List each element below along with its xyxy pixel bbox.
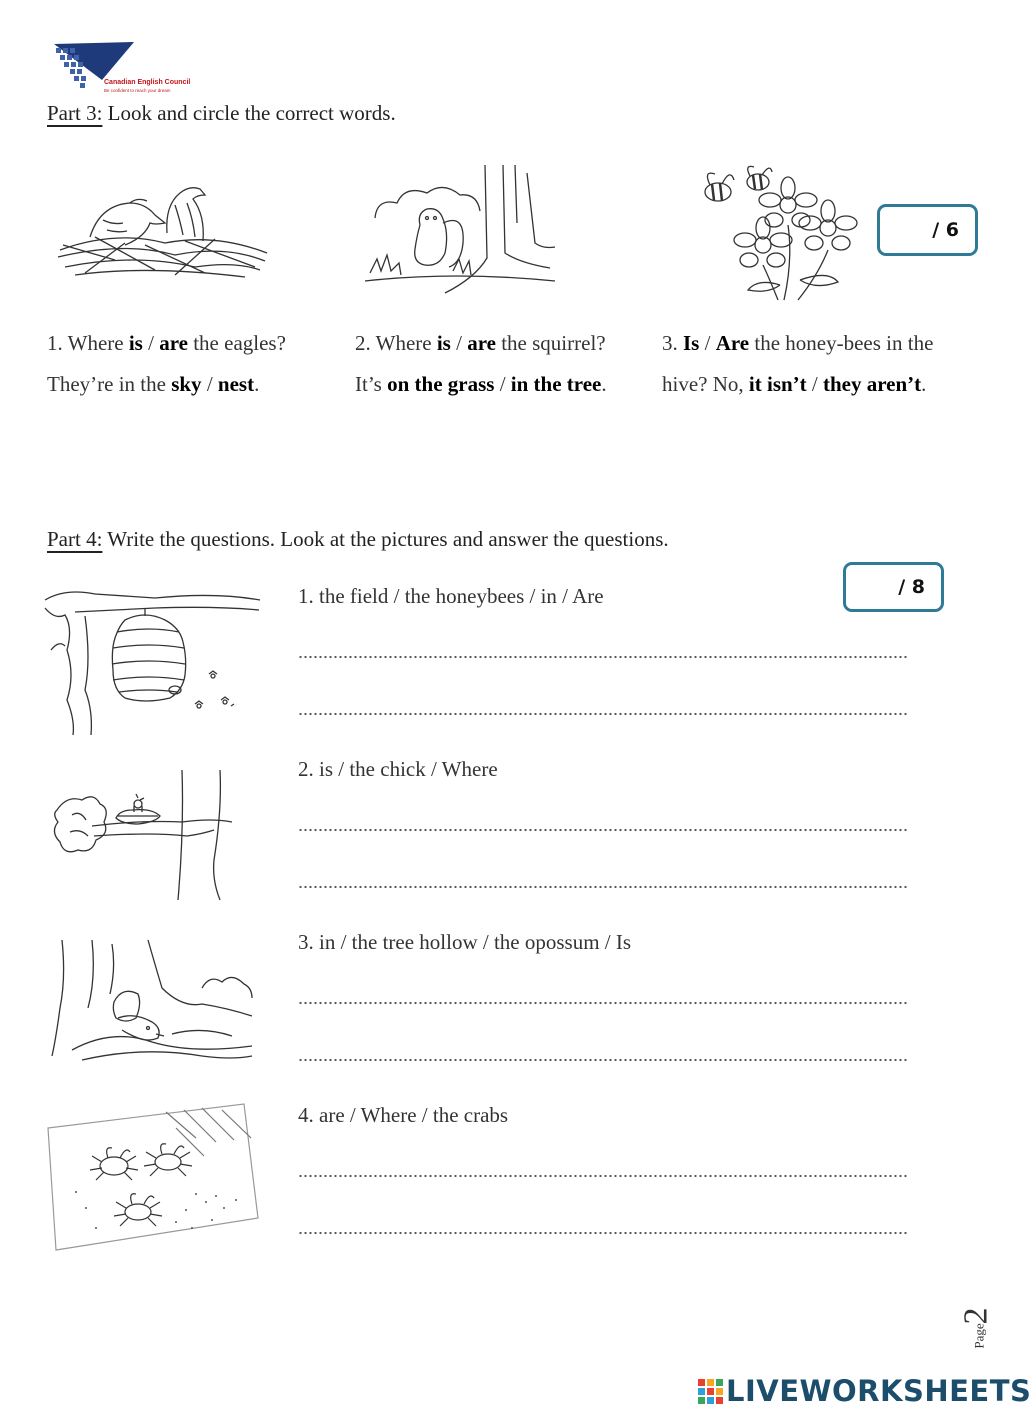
q1-number: 1. (47, 331, 63, 355)
q2-option-is[interactable]: is (436, 331, 451, 355)
q2-option-in-the-tree[interactable]: in the tree (510, 372, 602, 396)
part4-instruction: Write the questions. Look at the pictures and answer the questions. (102, 527, 669, 551)
q1-option-is[interactable]: is (128, 331, 143, 355)
page-number: 2 (957, 1307, 995, 1325)
part3-question-2 (355, 323, 645, 405)
q3-post: the honey-bees in the hive? No, (662, 331, 934, 396)
q1-post: the eagles? (193, 331, 286, 355)
beehive-picture (45, 580, 263, 735)
q2-separator: / (456, 331, 462, 355)
part3-heading (47, 101, 396, 126)
squirrel-picture (365, 163, 560, 303)
part4-label: Part 4: (47, 527, 103, 551)
q2-option-on-the-grass[interactable]: on the grass (387, 372, 495, 396)
q1-separator: / (148, 331, 154, 355)
q2-option-are[interactable]: are (467, 331, 496, 355)
part3-score: / 6 (932, 219, 959, 241)
part4-score: / 8 (898, 576, 925, 598)
part4-answer-line-4a[interactable] (298, 1165, 908, 1179)
part4-answer-line-3b[interactable] (298, 1049, 908, 1063)
logo-brand-text: Canadian English Council (104, 79, 191, 86)
q3-option-it-isnt[interactable]: it isn’t (748, 372, 807, 396)
part4-answer-line-1b[interactable] (298, 703, 908, 717)
q2-pre: Where (375, 331, 432, 355)
part4-answer-line-4b[interactable] (298, 1222, 908, 1236)
part4-answer-line-3a[interactable] (298, 992, 908, 1006)
q3-answer-separator: / (811, 372, 818, 396)
part4-heading (47, 527, 669, 552)
part3-instruction: Look and circle the correct words. (102, 101, 396, 125)
q1-answer-end: . (254, 372, 260, 396)
q3-separator: / (704, 331, 711, 355)
part4-answer-line-2b[interactable] (298, 876, 908, 890)
q3-option-they-arent[interactable]: they aren’t (823, 372, 922, 396)
q1-answer-separator: / (206, 372, 213, 396)
q3-option-is[interactable]: Is (683, 331, 700, 355)
part4-score-box[interactable] (843, 562, 944, 612)
part4-prompt-4: 4. are / Where / the crabs (298, 1103, 509, 1127)
part4-prompt-1: 1. the field / the honeybees / in / Are (298, 584, 604, 608)
q3-number: 3. (662, 331, 678, 355)
part3-question-3 (662, 323, 942, 405)
part4-prompt-3: 3. in / the tree hollow / the opossum / Is (298, 930, 632, 954)
q3-option-are[interactable]: Are (715, 331, 750, 355)
liveworksheets-brand: LIVEWORKSHEETS (726, 1374, 1031, 1408)
q1-pre: Where (67, 331, 124, 355)
part3-score-box[interactable] (877, 204, 978, 256)
eagles-nest-picture (55, 175, 270, 290)
honeybees-picture (688, 160, 873, 305)
q2-answer-separator: / (499, 372, 506, 396)
q2-answer-pre: It’s (355, 372, 382, 396)
page-word: Page (971, 1323, 987, 1349)
liveworksheets-logo-icon (698, 1379, 724, 1410)
opossum-picture (52, 938, 257, 1063)
q1-option-nest[interactable]: nest (217, 372, 255, 396)
part3-question-1 (47, 323, 337, 405)
q1-option-are[interactable]: are (159, 331, 188, 355)
logo-tagline: Be confident to reach your dream (104, 88, 171, 93)
chick-nest-picture (52, 770, 242, 900)
q1-option-sky[interactable]: sky (171, 372, 202, 396)
part4-answer-line-2a[interactable] (298, 819, 908, 833)
q2-number: 2. (355, 331, 371, 355)
part3-label: Part 3: (47, 101, 103, 125)
q2-post: the squirrel? (501, 331, 606, 355)
q1-answer-pre: They’re in the (47, 372, 166, 396)
part4-answer-line-1a[interactable] (298, 646, 908, 660)
q2-answer-end: . (601, 372, 607, 396)
q3-answer-end: . (921, 372, 927, 396)
crabs-picture (46, 1098, 260, 1258)
part4-prompt-2: 2. is / the chick / Where (298, 757, 498, 781)
